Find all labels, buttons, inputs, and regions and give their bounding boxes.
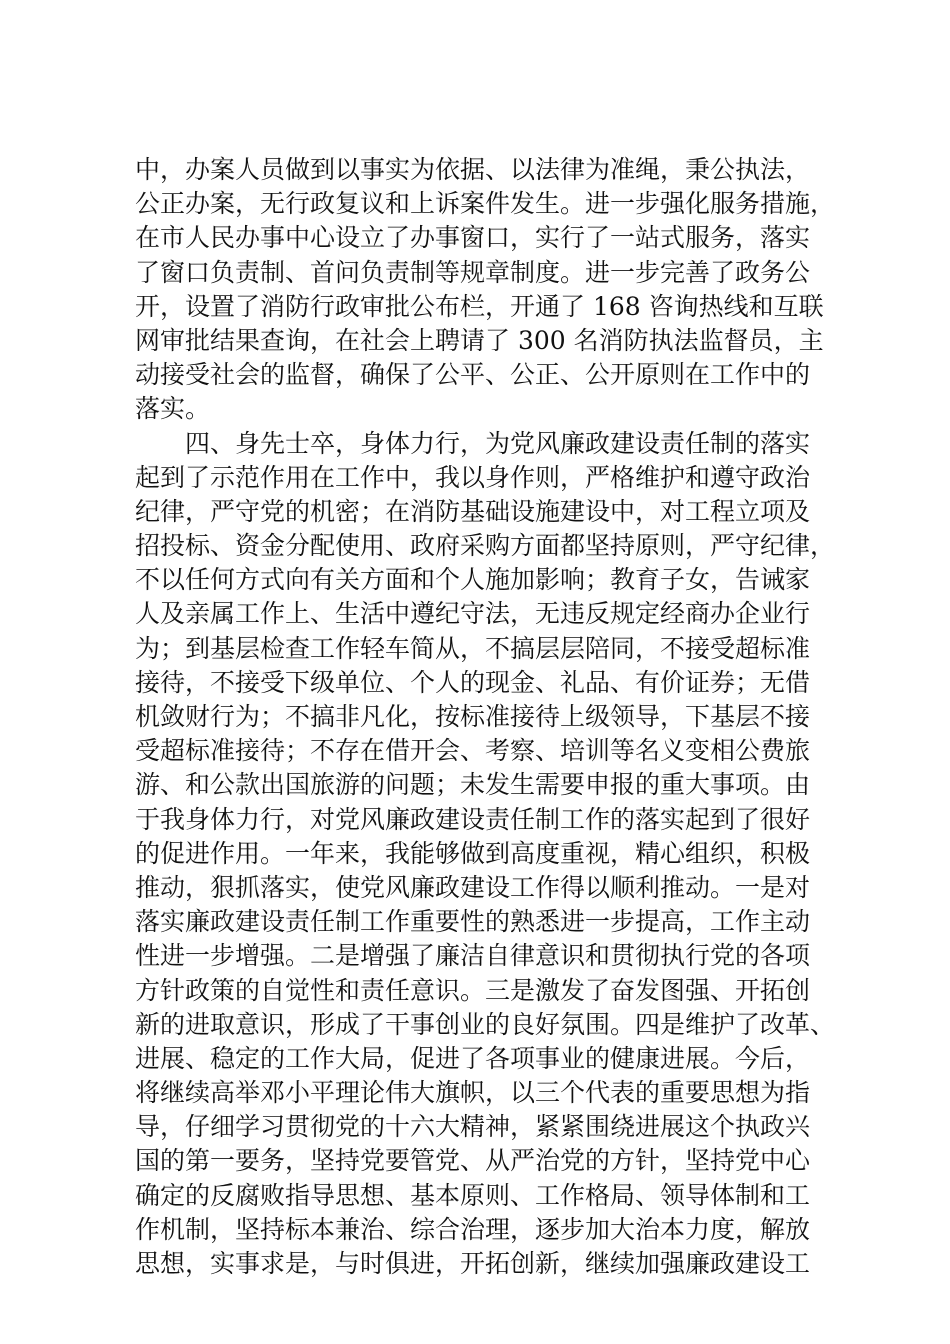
- text-line: 公正办案，无行政复议和上诉案件发生。进一步强化服务措施，: [135, 189, 836, 219]
- text-line: 人及亲属工作上、生活中遵纪守法，无违反规定经商办企业行: [135, 599, 811, 629]
- text-line: 开，设置了消防行政审批公布栏，开通了 168 咨询热线和互联: [135, 291, 824, 321]
- text-line: 接待，不接受下级单位、个人的现金、礼品、有价证券；无借: [135, 667, 811, 697]
- text-line: 国的第一要务，坚持党要管党、从严治党的方针，坚持党中心: [135, 1146, 811, 1176]
- text-line: 思想，实事求是，与时俱进，开拓创新，继续加强廉政建设工: [135, 1249, 811, 1278]
- text-line: 新的进取意识，形成了干事创业的良好氛围。四是维护了改革、: [135, 1009, 836, 1039]
- text-line: 性进一步增强。二是增强了廉洁自律意识和贯彻执行党的各项: [135, 941, 811, 971]
- text-line: 为；到基层检查工作轻车简从，不搞层层陪同，不接受超标准: [135, 633, 811, 663]
- text-line: 在市人民办事中心设立了办事窗口，实行了一站式服务，落实: [135, 223, 811, 253]
- text-line: 四、身先士卒，身体力行，为党风廉政建设责任制的落实: [135, 428, 811, 458]
- text-line: 的促进作用。一年来，我能够做到高度重视，精心组织，积极: [135, 838, 811, 868]
- text-line: 确定的反腐败指导思想、基本原则、工作格局、领导体制和工: [135, 1180, 811, 1210]
- text-line: 中，办案人员做到以事实为依据、以法律为准绳，秉公执法，: [135, 155, 811, 184]
- text-line: 将继续高举邓小平理论伟大旗帜，以三个代表的重要思想为指: [135, 1078, 811, 1108]
- body-text: [135, 153, 835, 1281]
- text-line: 受超标准接待；不存在借开会、考察、培训等名义变相公费旅: [135, 736, 811, 766]
- text-line: 于我身体力行，对党风廉政建设责任制工作的落实起到了很好: [135, 804, 811, 834]
- text-line: 了窗口负责制、首问负责制等规章制度。进一步完善了政务公: [135, 257, 811, 287]
- text-line: 机敛财行为；不搞非凡化，按标准接待上级领导，下基层不接: [135, 702, 811, 731]
- text-line: 起到了示范作用在工作中，我以身作则，严格维护和遵守政治: [135, 462, 811, 492]
- text-line: 方针政策的自觉性和责任意识。三是激发了奋发图强、开拓创: [135, 975, 811, 1005]
- text-line: 不以任何方式向有关方面和个人施加影响；教育子女，告诫家: [135, 565, 811, 595]
- text-line: 招投标、资金分配使用、政府采购方面都坚持原则，严守纪律，: [135, 531, 836, 561]
- text-line: 作机制，坚持标本兼治、综合治理，逐步加大治本力度，解放: [135, 1214, 811, 1244]
- text-line: 进展、稳定的工作大局，促进了各项事业的健康进展。今后，: [135, 1043, 811, 1073]
- text-line: 纪律，严守党的机密；在消防基础设施建设中，对工程立项及: [135, 496, 811, 526]
- text-line: 落实。: [135, 394, 211, 424]
- text-line: 网审批结果查询，在社会上聘请了 300 名消防执法监督员，主: [135, 325, 824, 355]
- text-line: 导，仔细学习贯彻党的十六大精神，紧紧围绕进展这个执政兴: [135, 1112, 811, 1142]
- text-line: 推动，狠抓落实，使党风廉政建设工作得以顺利推动。一是对: [135, 872, 811, 902]
- text-line: 落实廉政建设责任制工作重要性的熟悉进一步提高，工作主动: [135, 907, 811, 937]
- text-line: 动接受社会的监督，确保了公平、公正、公开原则在工作中的: [135, 360, 811, 390]
- text-line: 游、和公款出国旅游的问题；未发生需要申报的重大事项。由: [135, 770, 811, 800]
